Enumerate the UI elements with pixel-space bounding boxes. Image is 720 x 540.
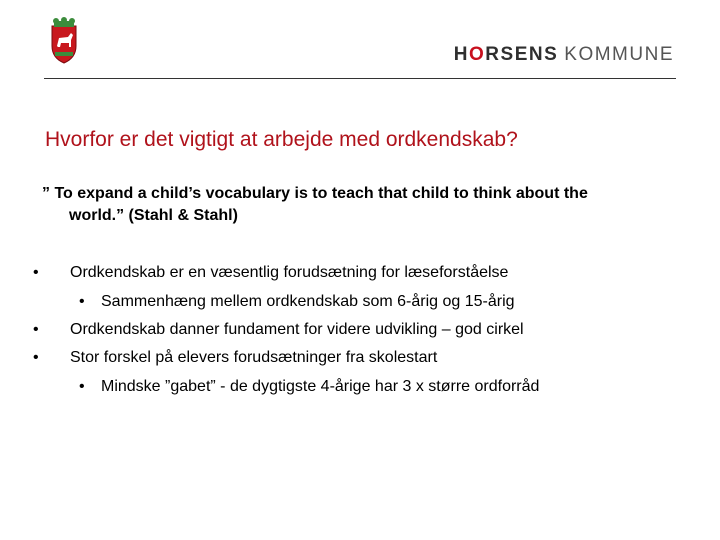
logo-h: H [453, 44, 470, 65]
logo-o: O [469, 44, 486, 65]
bullet-marker: • [79, 293, 85, 310]
bullet-text: Ordkendskab er en væsentlig forudsætning for læseforståelse [70, 264, 509, 281]
bullet-text: Ordkendskab danner fundament for videre udvikling – god cirkel [70, 321, 524, 338]
bullet-marker: • [33, 264, 39, 281]
bullet-marker: • [33, 321, 39, 338]
quote-line-1: ” To expand a child’s vocabulary is to teach that child to think about the [42, 185, 588, 202]
horsens-kommune-logo [454, 44, 674, 66]
sub-bullet-item [79, 292, 515, 312]
header-divider [44, 78, 676, 79]
quote-line-2: world.” (Stahl & Stahl) [69, 207, 238, 224]
bullet-text: Mindske ”gabet” - de dygtigste 4-årige har 3 x større ordforråd [101, 378, 540, 395]
bullet-marker: • [33, 349, 39, 366]
quote [42, 183, 682, 227]
bullet-marker: • [79, 378, 85, 395]
bullet-text: Sammenhæng mellem ordkendskab som 6-årig og 15-årig [101, 293, 515, 310]
logo-kommune: KOMMUNE [564, 44, 674, 65]
logo-horsens [454, 44, 558, 65]
sub-bullet-item [79, 377, 539, 397]
bullet-item [33, 320, 524, 340]
coat-of-arms-logo [44, 16, 84, 66]
slide-title: Hvorfor er det vigtigt at arbejde med ordkendskab? [45, 128, 518, 151]
logo-rsens: RSENS [485, 44, 559, 65]
bullet-text: Stor forskel på elevers forudsætninger fra skolestart [70, 349, 438, 366]
bullet-item [33, 263, 508, 283]
bullet-item [33, 348, 437, 368]
